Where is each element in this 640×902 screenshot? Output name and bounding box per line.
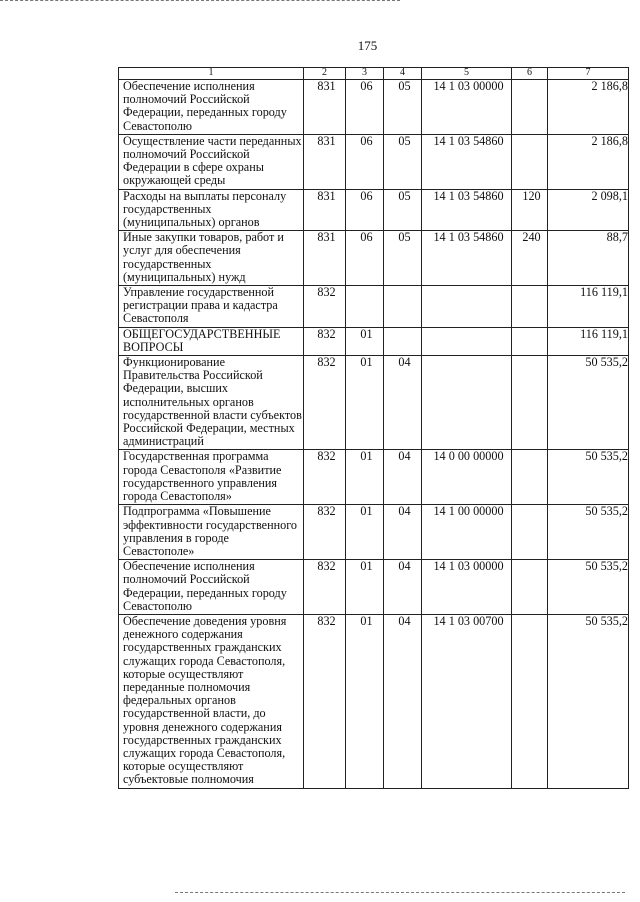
table-row bbox=[119, 80, 629, 135]
row-section-code: 01 bbox=[346, 505, 384, 560]
table-row bbox=[119, 327, 629, 355]
row-name: Обеспечение исполнения полномочий Российской Федерации, переданных городу Севастополю bbox=[119, 560, 304, 615]
row-amount: 88,7 bbox=[548, 231, 629, 286]
row-target-code: 14 1 03 54860 bbox=[422, 231, 512, 286]
header-col-4: 4 bbox=[384, 68, 422, 80]
row-name: Осуществление части переданных полномочий Российской Федерации в сфере охраны окружающей среды bbox=[119, 134, 304, 189]
header-col-6: 6 bbox=[512, 68, 548, 80]
row-subsection-code: 05 bbox=[384, 80, 422, 135]
row-target-code: 14 1 03 00000 bbox=[422, 80, 512, 135]
page-number: 175 bbox=[357, 38, 378, 53]
row-name: Расходы на выплаты персоналу государственных (муниципальных) органов bbox=[119, 189, 304, 231]
top-cut-line bbox=[0, 0, 400, 1]
row-expense-type bbox=[512, 356, 548, 450]
row-subsection-code: 05 bbox=[384, 231, 422, 286]
row-section-code: 01 bbox=[346, 327, 384, 355]
row-section-code: 06 bbox=[346, 231, 384, 286]
row-section-code: 01 bbox=[346, 356, 384, 450]
row-amount: 116 119,1 bbox=[548, 327, 629, 355]
row-target-code: 14 1 03 54860 bbox=[422, 189, 512, 231]
header-col-3: 3 bbox=[346, 68, 384, 80]
row-ministry-code: 831 bbox=[304, 189, 346, 231]
row-expense-type: 120 bbox=[512, 189, 548, 231]
row-name: Государственная программа города Севастополя «Развитие государственного управления города Севастополя» bbox=[119, 450, 304, 505]
row-amount: 50 535,2 bbox=[548, 614, 629, 788]
row-subsection-code: 05 bbox=[384, 134, 422, 189]
table-row bbox=[119, 560, 629, 615]
bottom-cut-line bbox=[175, 892, 625, 893]
row-section-code: 01 bbox=[346, 450, 384, 505]
row-ministry-code: 831 bbox=[304, 134, 346, 189]
row-target-code bbox=[422, 286, 512, 328]
table-row bbox=[119, 356, 629, 450]
row-section-code: 06 bbox=[346, 189, 384, 231]
row-section-code: 06 bbox=[346, 134, 384, 189]
row-section-code bbox=[346, 286, 384, 328]
row-target-code: 14 1 00 00000 bbox=[422, 505, 512, 560]
row-subsection-code: 04 bbox=[384, 560, 422, 615]
row-ministry-code: 831 bbox=[304, 80, 346, 135]
row-ministry-code: 832 bbox=[304, 505, 346, 560]
row-amount: 2 186,8 bbox=[548, 80, 629, 135]
row-subsection-code: 04 bbox=[384, 505, 422, 560]
header-col-5: 5 bbox=[422, 68, 512, 80]
row-expense-type bbox=[512, 450, 548, 505]
row-subsection-code bbox=[384, 327, 422, 355]
table-row bbox=[119, 286, 629, 328]
row-expense-type bbox=[512, 80, 548, 135]
table-row bbox=[119, 134, 629, 189]
row-expense-type bbox=[512, 614, 548, 788]
row-target-code: 14 1 03 00000 bbox=[422, 560, 512, 615]
row-ministry-code: 832 bbox=[304, 356, 346, 450]
header-row bbox=[119, 68, 629, 80]
row-section-code: 06 bbox=[346, 80, 384, 135]
row-amount: 2 186,8 bbox=[548, 134, 629, 189]
row-target-code bbox=[422, 327, 512, 355]
row-name: Обеспечение исполнения полномочий Российской Федерации, переданных городу Севастополю bbox=[119, 80, 304, 135]
row-subsection-code bbox=[384, 286, 422, 328]
row-target-code bbox=[422, 356, 512, 450]
row-amount: 50 535,2 bbox=[548, 560, 629, 615]
table-row bbox=[119, 450, 629, 505]
header-col-1: 1 bbox=[119, 68, 304, 80]
table-row bbox=[119, 231, 629, 286]
row-target-code: 14 1 03 54860 bbox=[422, 134, 512, 189]
table-row bbox=[119, 189, 629, 231]
row-subsection-code: 05 bbox=[384, 189, 422, 231]
row-amount: 50 535,2 bbox=[548, 505, 629, 560]
row-name: Функционирование Правительства Российской Федерации, высших исполнительных органов государственной власти субъектов Российской Федерации, местных администраций bbox=[119, 356, 304, 450]
row-subsection-code: 04 bbox=[384, 450, 422, 505]
header-col-2: 2 bbox=[304, 68, 346, 80]
row-section-code: 01 bbox=[346, 560, 384, 615]
row-name: Обеспечение доведения уровня денежного содержания государственных гражданских служащих города Севастополя, которые осуществляют переданные полномочия федеральных органов государственной власти, до уровня денежного содержания государственных гражданских служащих города Севастополя, которые осуществляют субъектовые полномочия bbox=[119, 614, 304, 788]
row-ministry-code: 831 bbox=[304, 231, 346, 286]
row-ministry-code: 832 bbox=[304, 450, 346, 505]
row-amount: 50 535,2 bbox=[548, 450, 629, 505]
row-amount: 116 119,1 bbox=[548, 286, 629, 328]
row-target-code: 14 0 00 00000 bbox=[422, 450, 512, 505]
row-ministry-code: 832 bbox=[304, 327, 346, 355]
table-row bbox=[119, 505, 629, 560]
row-amount: 50 535,2 bbox=[548, 356, 629, 450]
row-ministry-code: 832 bbox=[304, 560, 346, 615]
row-ministry-code: 832 bbox=[304, 614, 346, 788]
row-ministry-code: 832 bbox=[304, 286, 346, 328]
row-name: Подпрограмма «Повышение эффективности государственного управления в городе Севастополе» bbox=[119, 505, 304, 560]
row-target-code: 14 1 03 00700 bbox=[422, 614, 512, 788]
row-expense-type bbox=[512, 327, 548, 355]
table-row bbox=[119, 614, 629, 788]
row-subsection-code: 04 bbox=[384, 356, 422, 450]
row-expense-type bbox=[512, 505, 548, 560]
budget-table bbox=[118, 67, 629, 789]
row-expense-type bbox=[512, 560, 548, 615]
row-expense-type bbox=[512, 134, 548, 189]
row-expense-type bbox=[512, 286, 548, 328]
header-col-7: 7 bbox=[548, 68, 629, 80]
row-amount: 2 098,1 bbox=[548, 189, 629, 231]
row-name: Иные закупки товаров, работ и услуг для обеспечения государственных (муниципальных) нужд bbox=[119, 231, 304, 286]
row-name: Управление государственной регистрации права и кадастра Севастополя bbox=[119, 286, 304, 328]
row-expense-type: 240 bbox=[512, 231, 548, 286]
row-subsection-code: 04 bbox=[384, 614, 422, 788]
row-name: ОБЩЕГОСУДАРСТВЕННЫЕ ВОПРОСЫ bbox=[119, 327, 304, 355]
row-section-code: 01 bbox=[346, 614, 384, 788]
